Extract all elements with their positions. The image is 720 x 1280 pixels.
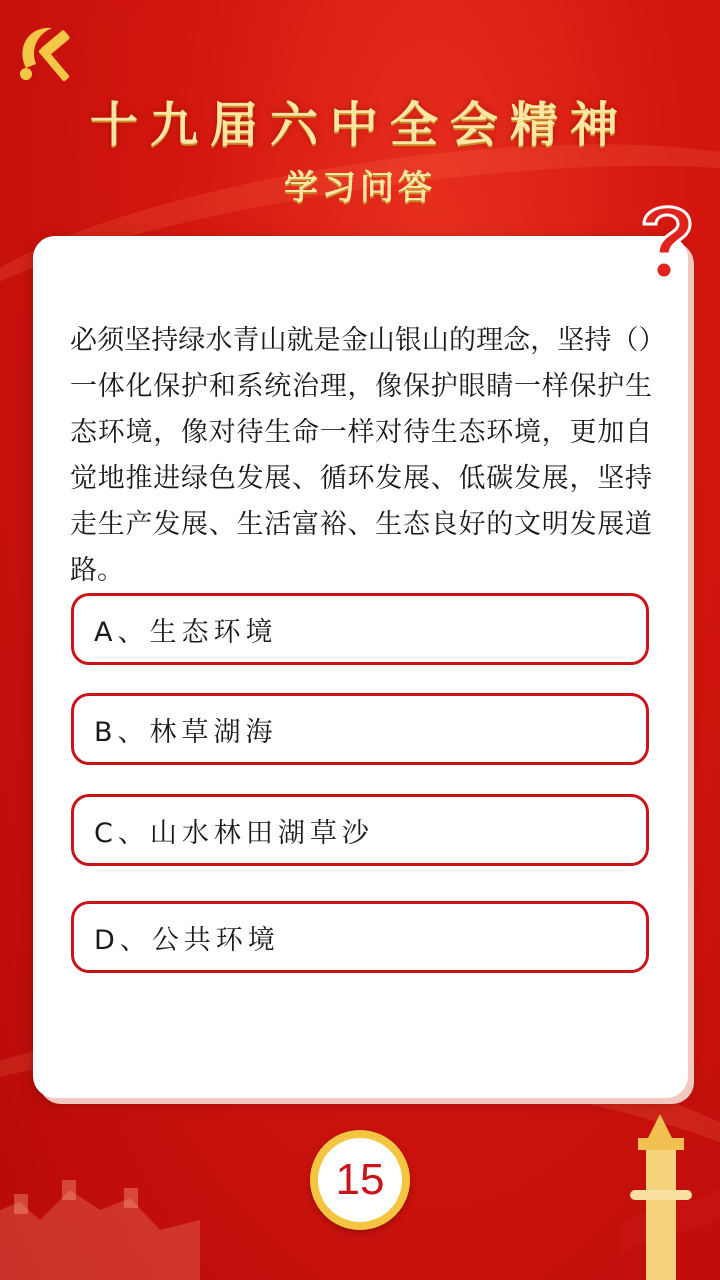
option-c-label: C、山水林田湖草沙 xyxy=(94,817,374,849)
question-number-badge xyxy=(310,1130,410,1230)
option-b-button[interactable] xyxy=(71,693,649,765)
huabiao-pillar-decoration xyxy=(600,1108,720,1280)
question-number: 15 xyxy=(318,1138,402,1222)
option-d-label: D、公共环境 xyxy=(94,924,280,956)
party-emblem-icon xyxy=(12,18,84,90)
question-mark-icon xyxy=(632,196,702,286)
page-subtitle: 学习问答 xyxy=(284,168,436,208)
page-title: 十九届六中全会精神 xyxy=(89,97,630,153)
option-a-label: A、生态环境 xyxy=(94,616,278,648)
question-text: 必须坚持绿水青山就是金山银山的理念，坚持（）一体化保护和系统治理，像保护眼睛一样保护生态环境，像对待生命一样对待生态环境，更加自觉地推进绿色发展、循环发展、低碳发展，坚持走生产发展、生活富裕、生态良好的文明发展道路。 xyxy=(70,325,652,586)
option-c-button[interactable] xyxy=(71,794,649,866)
option-d-button[interactable] xyxy=(71,901,649,973)
option-a-button[interactable] xyxy=(71,593,649,665)
option-b-label: B、林草湖海 xyxy=(94,716,278,748)
great-wall-decoration xyxy=(0,1150,200,1280)
